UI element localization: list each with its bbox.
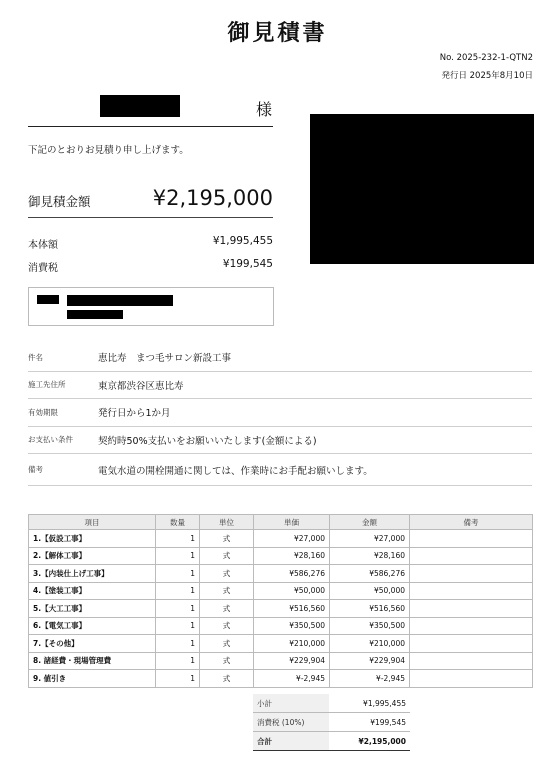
header-item: 項目 — [29, 515, 156, 530]
item-note — [410, 530, 533, 548]
tax-amount-label: 消費税 — [28, 263, 58, 274]
item-note — [410, 547, 533, 565]
item-note — [410, 565, 533, 583]
item-unit-price: ¥516,560 — [254, 600, 330, 618]
info-value: 契約時50%支払いをお願いいたします(金額による) — [98, 435, 317, 447]
table-row — [29, 565, 533, 583]
tax-amount-value: ¥199,545 — [222, 258, 273, 270]
item-name: 3.【内装仕上げ工事】 — [29, 565, 156, 583]
item-unit: 式 — [200, 565, 254, 583]
item-name: 4.【塗装工事】 — [29, 582, 156, 600]
item-amount: ¥-2,945 — [330, 670, 410, 688]
document-title: 御見積書 — [227, 21, 328, 46]
item-qty: 1 — [156, 617, 200, 635]
base-amount-label: 本体額 — [28, 240, 58, 251]
info-value: 恵比寿 まつ毛サロン新設工事 — [98, 353, 232, 365]
info-row-remarks — [28, 454, 532, 486]
info-row-validity — [28, 399, 532, 427]
info-value: 電気水道の開栓開通に関しては、作業時にお手配お願いします。 — [98, 465, 373, 477]
item-name: 2.【解体工事】 — [29, 547, 156, 565]
greeting-text: 下記のとおりお見積り申し上げます。 — [28, 145, 189, 156]
item-qty: 1 — [156, 582, 200, 600]
item-unit-price: ¥229,904 — [254, 652, 330, 670]
grand-total-label: 合計 — [253, 732, 329, 751]
table-row — [29, 530, 533, 548]
header-qty: 数量 — [156, 515, 200, 530]
item-note — [410, 600, 533, 618]
table-row — [29, 617, 533, 635]
subtotal-row — [253, 694, 410, 713]
item-note — [410, 670, 533, 688]
item-unit-price: ¥50,000 — [254, 582, 330, 600]
redacted-block — [67, 295, 173, 306]
item-qty: 1 — [156, 600, 200, 618]
info-key: お支払い条件 — [28, 435, 73, 445]
item-unit: 式 — [200, 547, 254, 565]
table-header-row — [29, 515, 533, 530]
info-key: 備考 — [28, 465, 43, 474]
document-number: No. 2025-232-1-QTN2 — [439, 53, 533, 63]
item-unit: 式 — [200, 600, 254, 618]
tax-value: ¥199,545 — [329, 713, 410, 732]
customer-name-redacted — [100, 95, 180, 117]
table-row — [29, 652, 533, 670]
item-qty: 1 — [156, 565, 200, 583]
item-amount: ¥229,904 — [330, 652, 410, 670]
table-row — [29, 547, 533, 565]
subtotal-value: ¥1,995,455 — [329, 694, 410, 713]
info-value: 発行日から1か月 — [98, 408, 171, 420]
tax-row — [253, 713, 410, 732]
info-row-site-address — [28, 372, 532, 400]
info-section — [28, 344, 532, 486]
item-qty: 1 — [156, 547, 200, 565]
item-note — [410, 582, 533, 600]
item-name: 5.【大工工事】 — [29, 600, 156, 618]
item-name: 9. 値引き — [29, 670, 156, 688]
line-items-table — [28, 514, 533, 688]
item-unit: 式 — [200, 582, 254, 600]
item-note — [410, 617, 533, 635]
item-unit-price: ¥586,276 — [254, 565, 330, 583]
totals-table — [253, 694, 410, 751]
info-key: 件名 — [28, 352, 43, 362]
base-amount-value: ¥1,995,455 — [212, 235, 273, 247]
item-unit: 式 — [200, 635, 254, 653]
redacted-block — [37, 295, 59, 304]
item-amount: ¥27,000 — [330, 530, 410, 548]
item-unit-price: ¥28,160 — [254, 547, 330, 565]
item-name: 6.【電気工事】 — [29, 617, 156, 635]
subtotal-label: 小計 — [253, 694, 329, 713]
item-unit: 式 — [200, 652, 254, 670]
info-row-subject — [28, 344, 532, 372]
header-amount: 金額 — [330, 515, 410, 530]
item-unit: 式 — [200, 670, 254, 688]
header-unit-price: 単価 — [254, 515, 330, 530]
item-amount: ¥28,160 — [330, 547, 410, 565]
item-unit-price: ¥27,000 — [254, 530, 330, 548]
total-amount-value: ¥2,195,000 — [152, 186, 273, 210]
item-qty: 1 — [156, 635, 200, 653]
table-row — [29, 582, 533, 600]
info-key: 施工先住所 — [28, 380, 66, 390]
info-key: 有効期限 — [28, 407, 58, 417]
item-amount: ¥210,000 — [330, 635, 410, 653]
item-amount: ¥586,276 — [330, 565, 410, 583]
grand-total-value: ¥2,195,000 — [329, 732, 410, 751]
tax-label: 消費税 (10%) — [253, 713, 329, 732]
item-name: 7.【その他】 — [29, 635, 156, 653]
honorific: 様 — [256, 100, 273, 119]
table-row — [29, 600, 533, 618]
item-unit-price: ¥-2,945 — [254, 670, 330, 688]
item-name: 1.【仮設工事】 — [29, 530, 156, 548]
company-info-redacted — [310, 114, 534, 264]
item-qty: 1 — [156, 652, 200, 670]
item-unit-price: ¥350,500 — [254, 617, 330, 635]
item-note — [410, 635, 533, 653]
redacted-block — [67, 310, 123, 319]
item-amount: ¥50,000 — [330, 582, 410, 600]
item-name: 8. 諸経費・現場管理費 — [29, 652, 156, 670]
item-amount: ¥350,500 — [330, 617, 410, 635]
header-unit: 単位 — [200, 515, 254, 530]
item-unit: 式 — [200, 530, 254, 548]
customer-underline — [28, 126, 273, 127]
item-qty: 1 — [156, 670, 200, 688]
info-row-payment-terms — [28, 427, 532, 455]
address-box — [28, 287, 274, 326]
grand-total-row — [253, 732, 410, 751]
item-unit: 式 — [200, 617, 254, 635]
total-amount-divider — [28, 217, 273, 218]
header-note: 備考 — [410, 515, 533, 530]
table-row — [29, 670, 533, 688]
table-row — [29, 635, 533, 653]
total-amount-label: 御見積金額 — [28, 194, 91, 209]
item-note — [410, 652, 533, 670]
item-qty: 1 — [156, 530, 200, 548]
item-unit-price: ¥210,000 — [254, 635, 330, 653]
info-value: 東京都渋谷区恵比寿 — [98, 380, 184, 392]
issue-date: 発行日 2025年8月10日 — [441, 71, 533, 81]
item-amount: ¥516,560 — [330, 600, 410, 618]
